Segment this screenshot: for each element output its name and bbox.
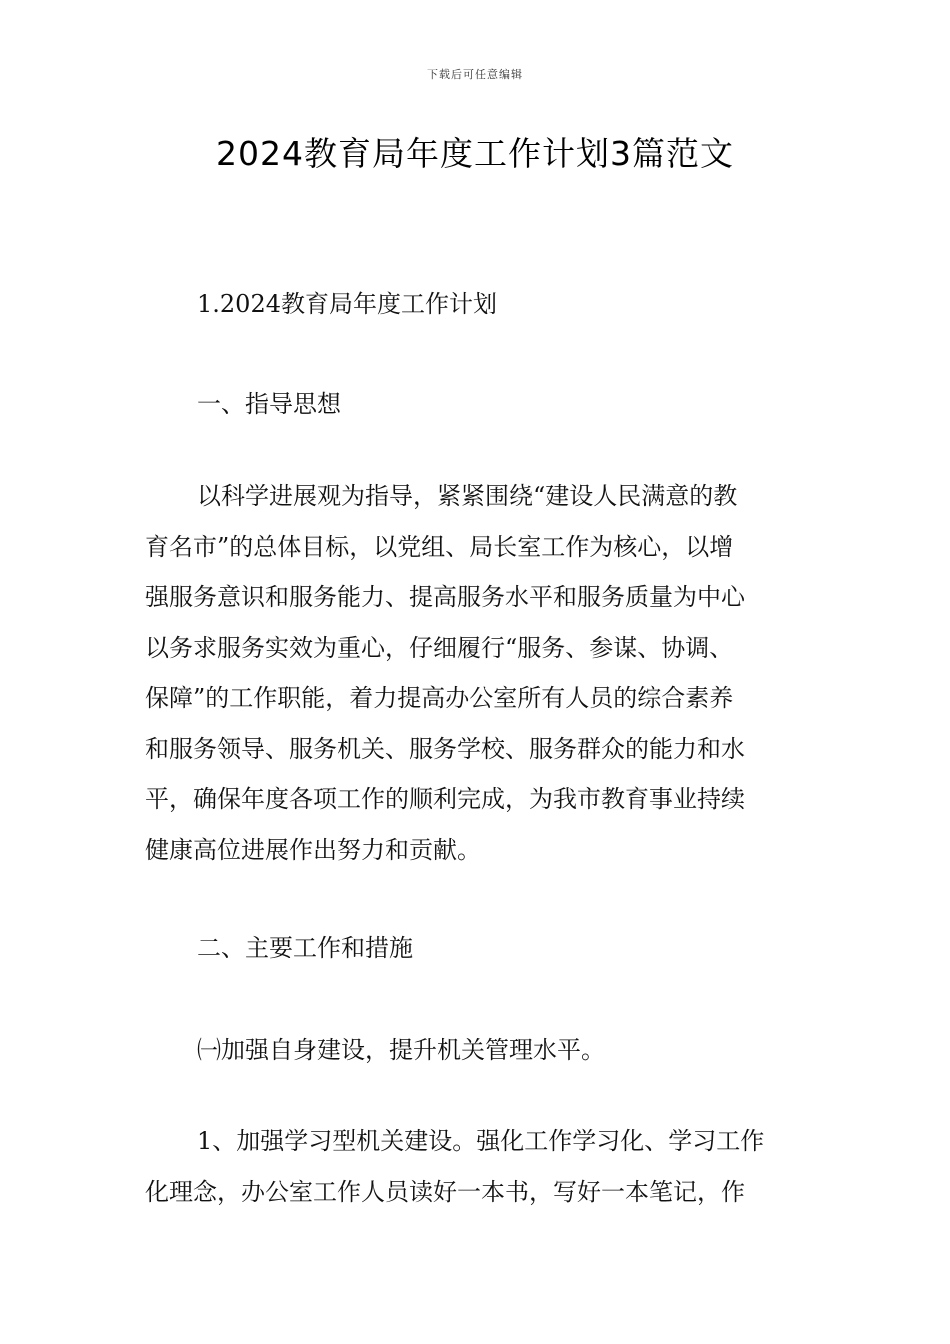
paragraph-learning-organization (145, 1116, 815, 1217)
paragraph-line: 平，确保年度各项工作的顺利完成，为我市教育事业持续 (145, 785, 745, 813)
paragraph-line: 强服务意识和服务能力、提高服务水平和服务质量为中心 (145, 583, 745, 611)
paragraph-guiding-ideology (145, 471, 815, 875)
header-note: 下载后可任意编辑 (427, 68, 523, 81)
sub-heading: ㈠加强自身建设，提升机关管理水平。 (197, 1036, 605, 1064)
paragraph-line: 以科学进展观为指导，紧紧围绕“建设人民满意的教 (197, 482, 738, 510)
paragraph-line: 以务求服务实效为重心，仔细履行“服务、参谋、协调、 (145, 633, 734, 662)
paragraph-line: 保障”的工作职能，着力提高办公室所有人员的综合素养 (145, 684, 734, 712)
part-heading-main-work: 二、主要工作和措施 (197, 934, 413, 962)
section-heading: 1.2024教育局年度工作计划 (197, 290, 497, 318)
document-title: 2024教育局年度工作计划3篇范文 (216, 134, 734, 173)
paragraph-line: 化理念，办公室工作人员读好一本书，写好一本笔记，作 (145, 1177, 745, 1206)
paragraph-line: 1、加强学习型机关建设。强化工作学习化、学习工作 (197, 1127, 765, 1155)
paragraph-line: 育名市”的总体目标，以党组、局长室工作为核心，以增 (145, 532, 734, 561)
part-heading-guiding-ideology: 一、指导思想 (197, 390, 341, 418)
paragraph-line: 健康高位进展作出努力和贡献。 (145, 835, 481, 864)
paragraph-line: 和服务领导、服务机关、服务学校、服务群众的能力和水 (145, 734, 745, 763)
